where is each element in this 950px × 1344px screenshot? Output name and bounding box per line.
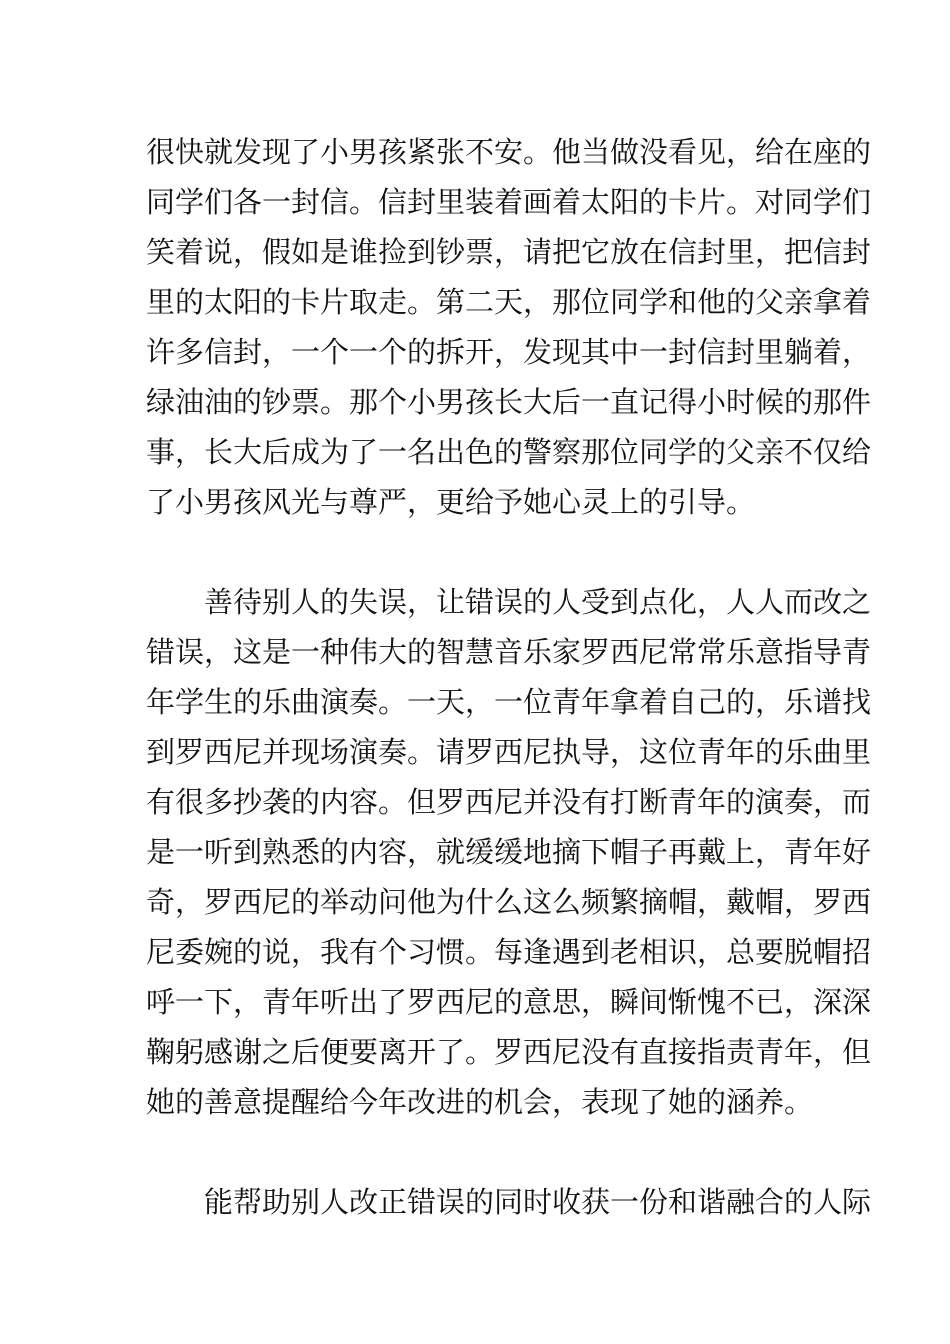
text-line: 年学生的乐曲演奏。一天，一位青年拿着自己的，乐谱找 [146, 685, 872, 719]
text-line: 许多信封，一个一个的拆开，发现其中一封信封里躺着， [146, 335, 872, 369]
paragraph-2 [146, 577, 872, 1127]
text-line: 奇，罗西尼的举动问他为什么这么频繁摘帽，戴帽，罗西 [146, 885, 872, 919]
text-line: 错误，这是一种伟大的智慧音乐家罗西尼常常乐意指导青 [146, 635, 872, 669]
text-line: 是一听到熟悉的内容，就缓缓地摘下帽子再戴上，青年好 [146, 835, 872, 869]
text-line: 笑着说，假如是谁捡到钞票，请把它放在信封里，把信封 [146, 235, 872, 269]
text-line: 事，长大后成为了一名出色的警察那位同学的父亲不仅给 [146, 435, 872, 469]
text-line: 能帮助别人改正错误的同时收获一份和谐融合的人际 [146, 1185, 872, 1219]
text-line: 呼一下，青年听出了罗西尼的意思，瞬间惭愧不已，深深 [146, 985, 872, 1019]
paragraph-3 [146, 1177, 872, 1227]
text-line: 鞠躬感谢之后便要离开了。罗西尼没有直接指责青年，但 [146, 1035, 872, 1069]
paragraph-1 [146, 127, 872, 527]
text-line: 绿油油的钞票。那个小男孩长大后一直记得小时候的那件 [146, 385, 872, 419]
text-line: 她的善意提醒给今年改进的机会，表现了她的涵养。 [146, 1085, 814, 1119]
text-line: 里的太阳的卡片取走。第二天，那位同学和他的父亲拿着 [146, 285, 872, 319]
text-line: 同学们各一封信。信封里装着画着太阳的卡片。对同学们 [146, 185, 872, 219]
text-line: 尼委婉的说，我有个习惯。每逢遇到老相识，总要脱帽招 [146, 935, 872, 969]
text-line: 很快就发现了小男孩紧张不安。他当做没看见，给在座的 [146, 135, 872, 169]
text-line: 善待别人的失误，让错误的人受到点化，人人而改之 [146, 585, 872, 619]
text-line: 到罗西尼并现场演奏。请罗西尼执导，这位青年的乐曲里 [146, 735, 872, 769]
text-line: 了小男孩风光与尊严，更给予她心灵上的引导。 [146, 485, 756, 519]
text-line: 有很多抄袭的内容。但罗西尼并没有打断青年的演奏，而 [146, 785, 872, 819]
